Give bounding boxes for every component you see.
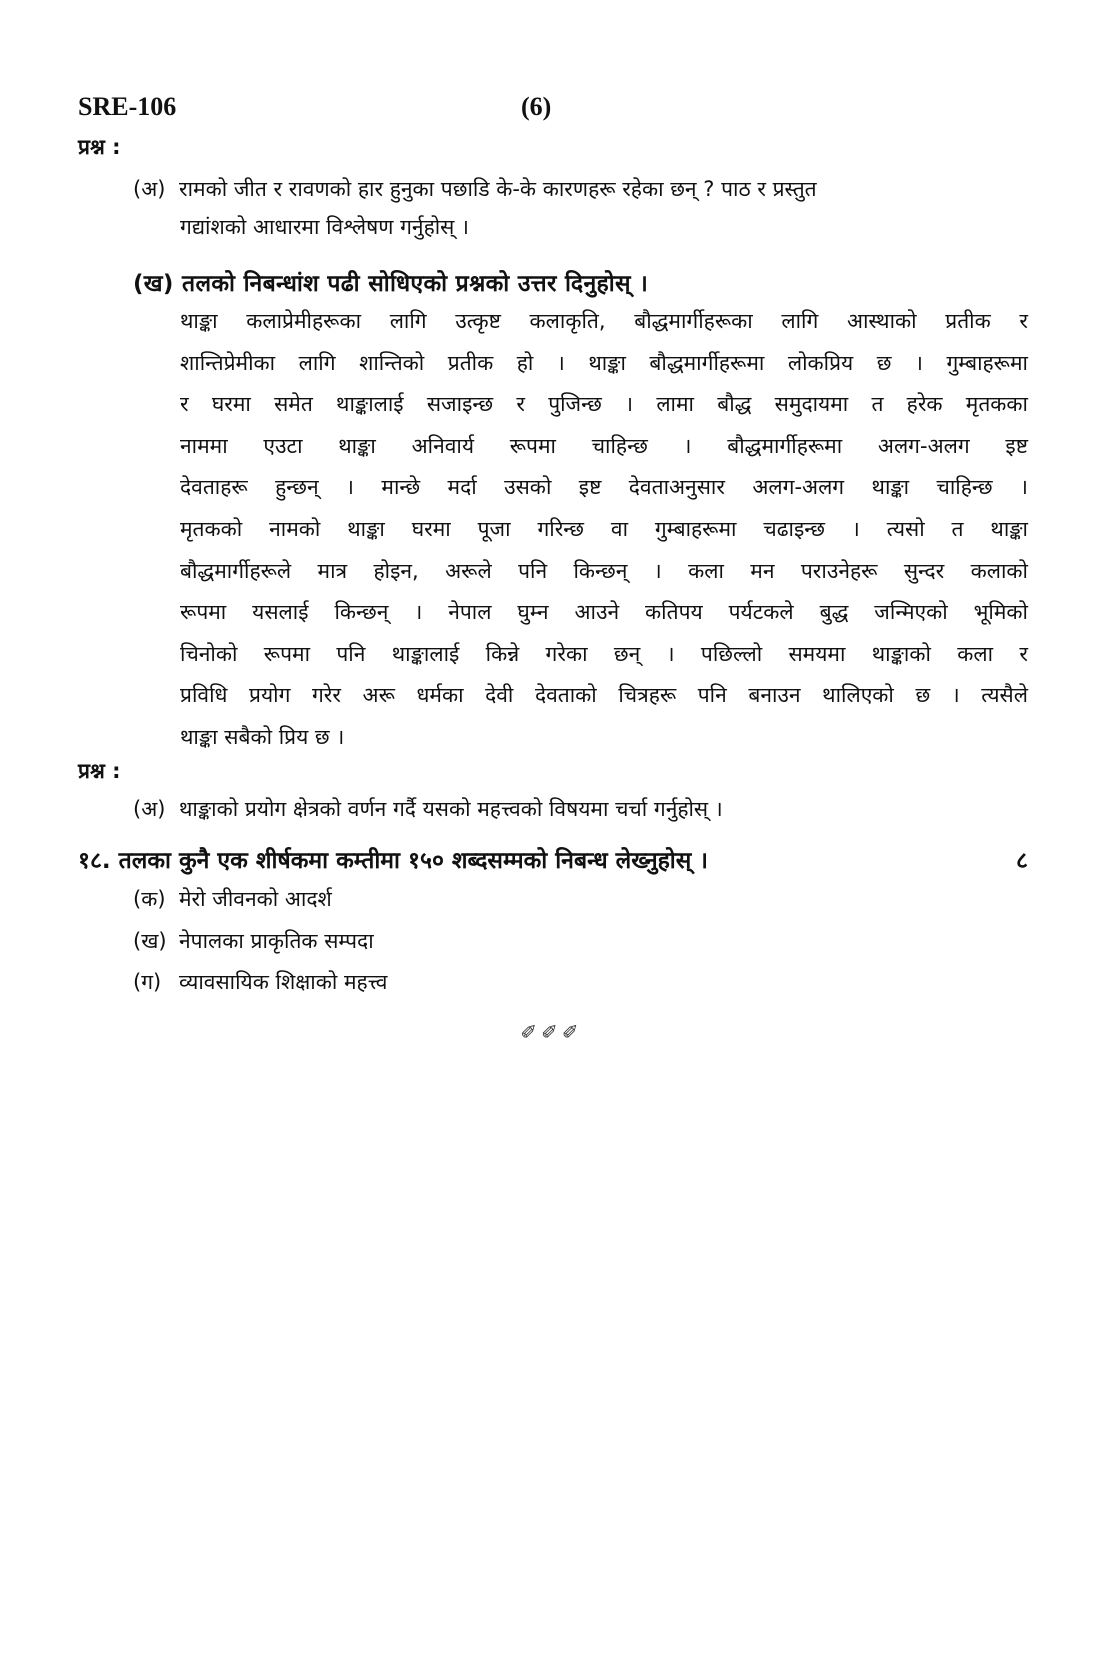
question-item-a-2	[133, 792, 723, 826]
passage-line: बौद्धमार्गीहरूले मात्र होइन, अरूले पनि किन्छन् । कला मन पराउनेहरू सुन्दर कलाको	[180, 558, 1028, 583]
question-18	[78, 843, 1028, 875]
passage-line: प्रविधि प्रयोग गरेर अरू धर्मका देवी देवताको चित्रहरू पनि बनाउन थालिएको छ । त्यसैले	[180, 683, 1028, 708]
option-marker: (ग)	[133, 970, 162, 994]
page-number: (6)	[521, 92, 552, 121]
question-item-a-line2: गद्यांशको आधारमा विश्लेषण गर्नुहोस् ।	[180, 215, 469, 239]
option-text: नेपालका प्राकृतिक सम्पदा	[179, 929, 374, 953]
passage-line: चिनोको रूपमा पनि थाङ्कालाई किन्ने गरेका छन् । पछिल्लो समयमा थाङ्काको कला र	[180, 641, 1028, 666]
essay-option	[133, 885, 332, 913]
question-label: प्रश्न :	[78, 135, 121, 159]
passage-line: र घरमा समेत थाङ्कालाई सजाइन्छ र पुजिन्छ । लामा बौद्ध समुदायमा त हरेक मृतकका	[180, 392, 1028, 417]
question-item-a	[133, 172, 817, 206]
paper-code: SRE-106	[78, 92, 177, 121]
passage-line: नाममा एउटा थाङ्का अनिवार्य रूपमा चाहिन्छ । बौद्धमार्गीहरूमा अलग-अलग इष्ट	[180, 433, 1028, 458]
passage-line: मृतकको नामको थाङ्का घरमा पूजा गरिन्छ वा गुम्बाहरूमा चढाइन्छ । त्यसो त थाङ्का	[180, 516, 1028, 541]
option-marker: (क)	[133, 887, 166, 911]
passage	[180, 301, 1028, 759]
end-of-section-mark: ✐✐✐	[520, 1020, 583, 1044]
option-text: व्यावसायिक शिक्षाको महत्त्व	[179, 970, 388, 994]
essay-option	[133, 927, 374, 955]
question-label-2: प्रश्न :	[78, 759, 121, 783]
passage-line: रूपमा यसलाई किन्छन् । नेपाल घुम्न आउने कतिपय पर्यटकले बुद्ध जन्मिएको भूमिको	[180, 600, 1028, 625]
passage-line: थाङ्का कलाप्रेमीहरूका लागि उत्कृष्ट कलाकृति, बौद्धमार्गीहरूका लागि आस्थाको प्रतीक र	[180, 309, 1028, 333]
passage-line: देवताहरू हुन्छन् । मान्छे मर्दा उसको इष्ट देवताअनुसार अलग-अलग थाङ्का चाहिन्छ ।	[180, 475, 1028, 500]
item-text: थाङ्काको प्रयोग क्षेत्रको वर्णन गर्दै यसको महत्त्वको विषयमा चर्चा गर्नुहोस् ।	[179, 797, 723, 821]
question-18-marks: ८	[1016, 848, 1028, 874]
item-marker: (अ)	[133, 177, 166, 201]
passage-line: शान्तिप्रेमीका लागि शान्तिको प्रतीक हो । थाङ्का बौद्धमार्गीहरूमा लोकप्रिय छ । गुम्बाहरूमा	[180, 350, 1028, 375]
option-marker: (ख)	[133, 929, 167, 953]
passage-line: थाङ्का सबैको प्रिय छ ।	[180, 724, 345, 749]
item-text-line1: रामको जीत र रावणको हार हुनुका पछाडि के-के कारणहरू रहेका छन् ? पाठ र प्रस्तुत	[179, 177, 817, 201]
item-marker: (अ)	[133, 797, 166, 821]
passage-instruction: (ख) तलको निबन्धांश पढी सोधिएको प्रश्नको उत्तर दिनुहोस् ।	[133, 271, 649, 297]
option-text: मेरो जीवनको आदर्श	[179, 887, 332, 911]
question-18-text: १८. तलका कुनै एक शीर्षकमा कम्तीमा १५० शब्दसम्मको निबन्ध लेख्नुहोस् ।	[78, 848, 709, 874]
essay-option	[133, 968, 387, 996]
